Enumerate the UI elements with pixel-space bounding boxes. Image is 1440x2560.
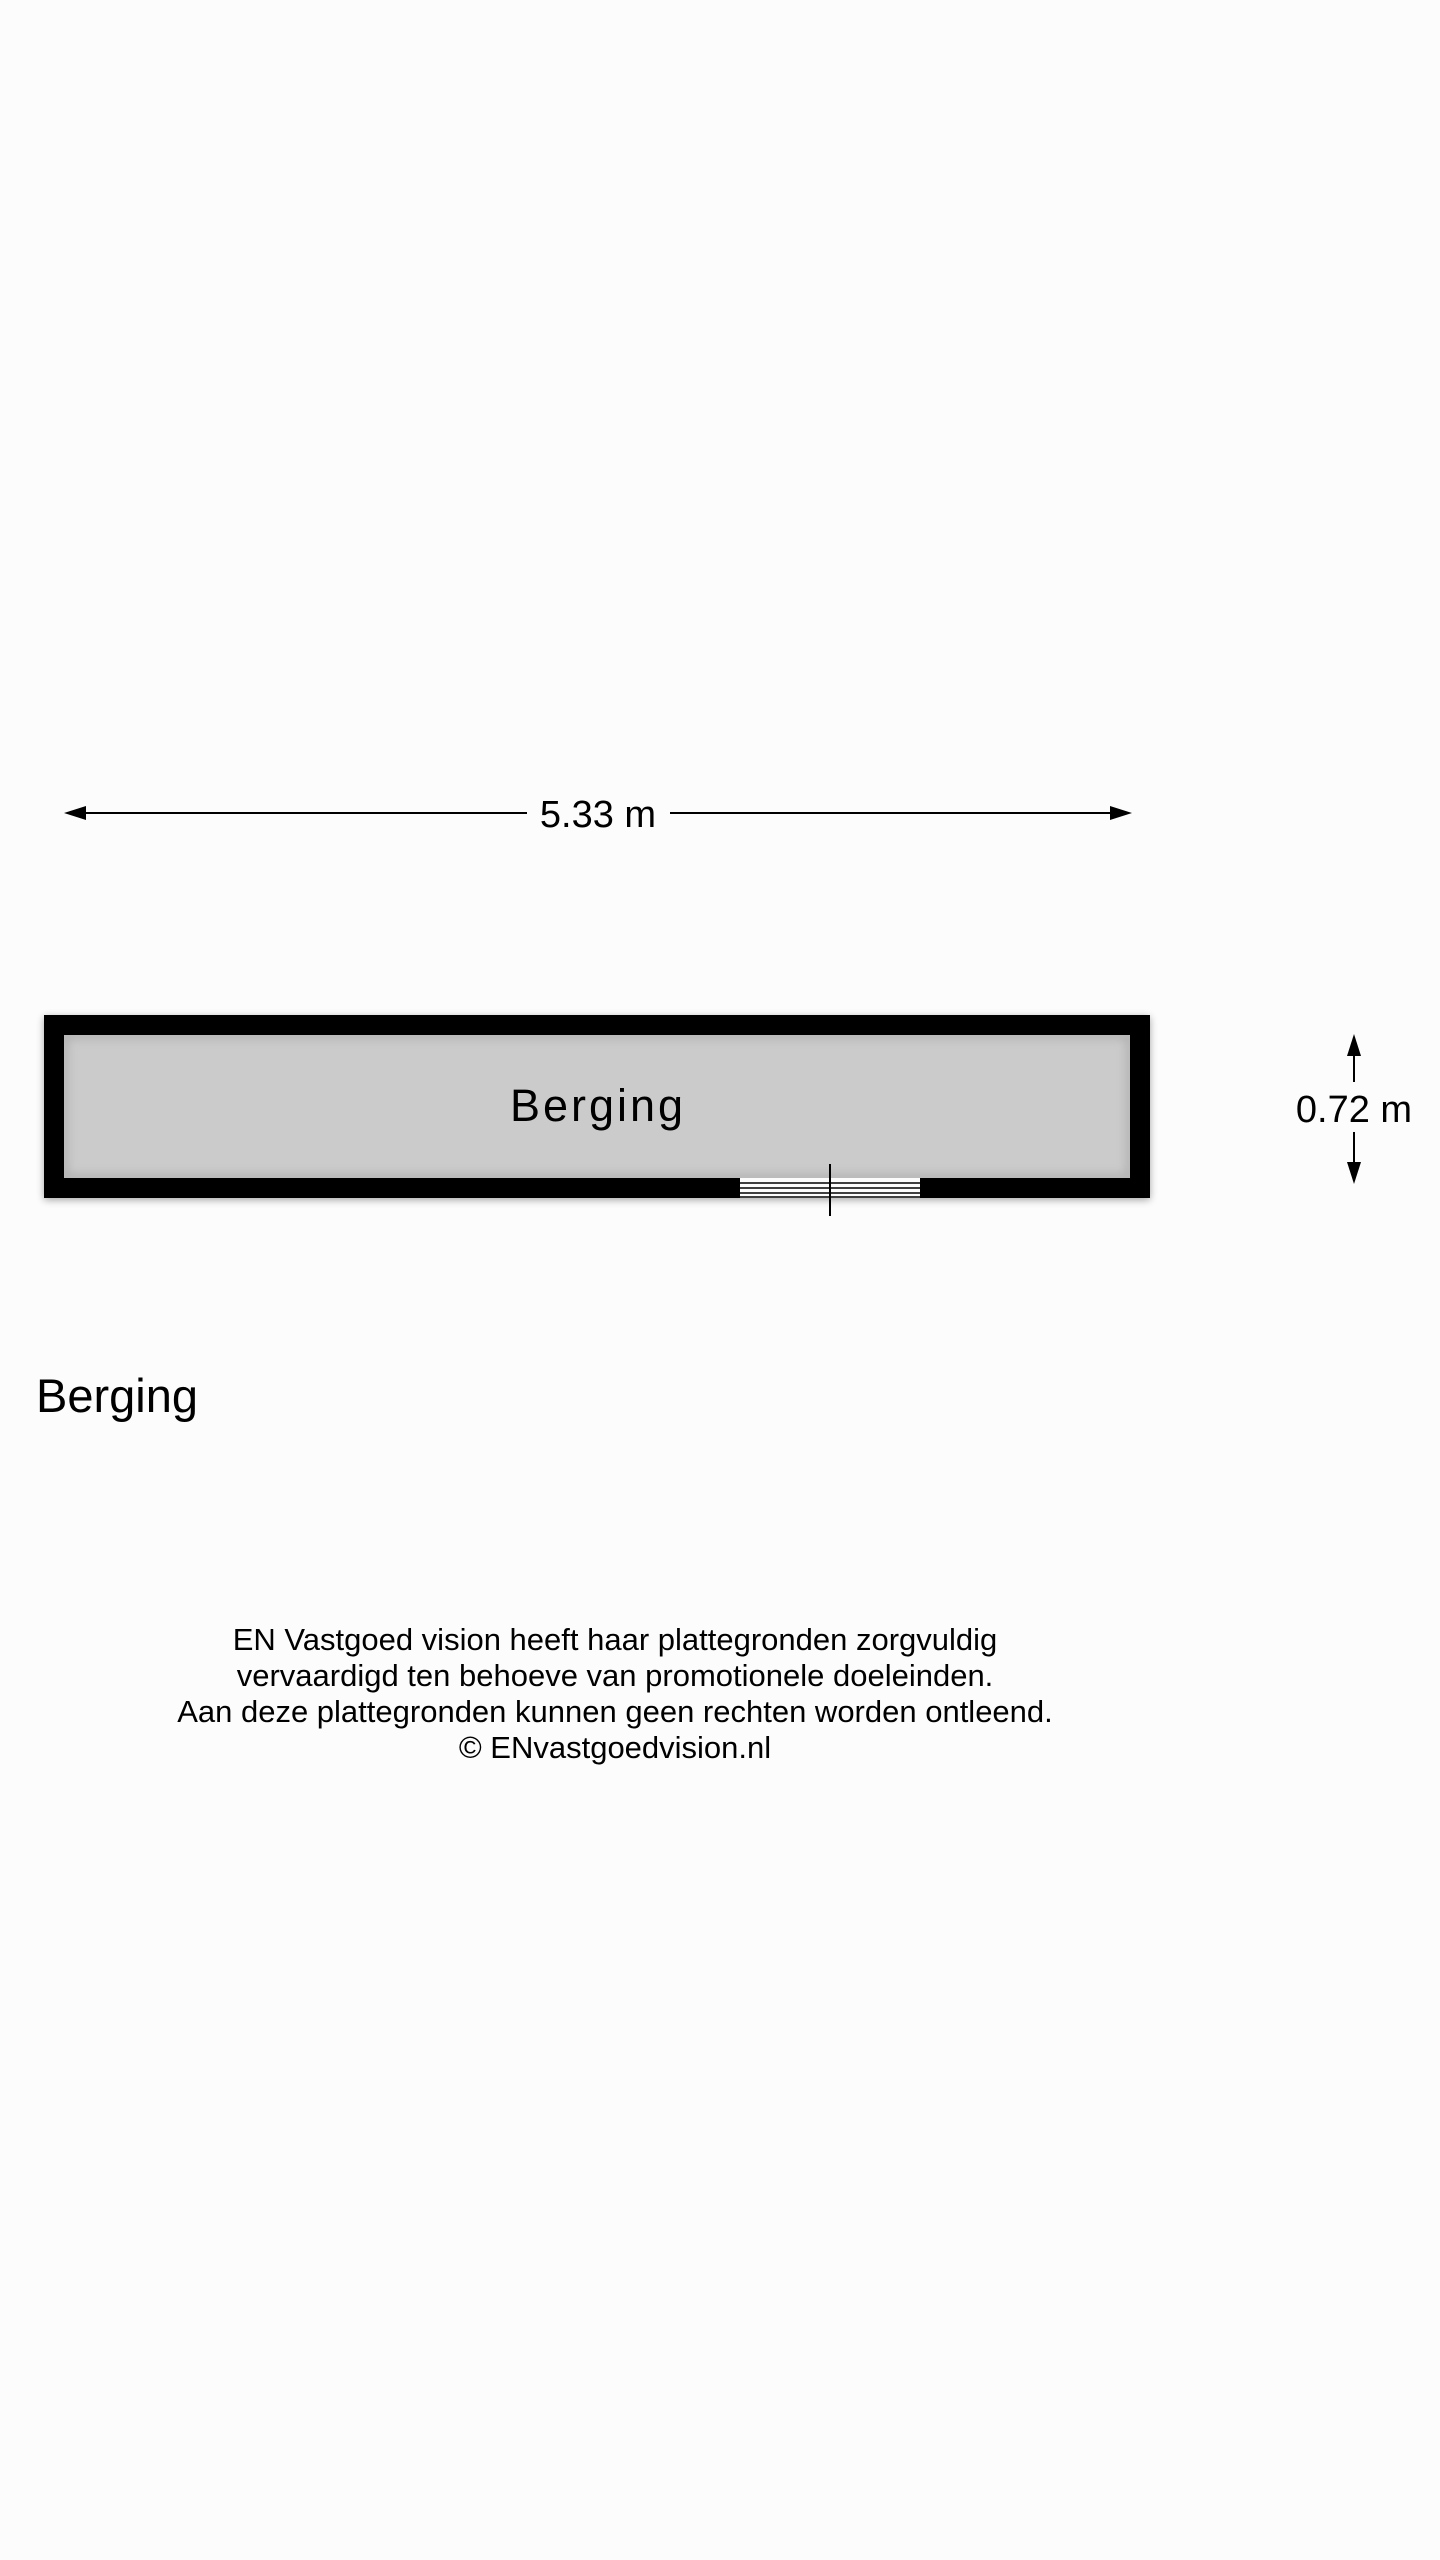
depth-dimension-label: 0.72 m bbox=[1295, 1089, 1413, 1131]
arrow-down-icon bbox=[1347, 1162, 1361, 1184]
width-dimension bbox=[64, 794, 1132, 836]
depth-dimension bbox=[1296, 1034, 1412, 1184]
arrow-right-icon bbox=[1110, 806, 1132, 820]
floor-title: Berging bbox=[36, 1369, 198, 1422]
disclaimer-line: EN Vastgoed vision heeft haar plattegronden zorgvuldig bbox=[232, 1622, 998, 1657]
disclaimer-line: vervaardigd ten behoeve van promotionele doeleinden. bbox=[236, 1658, 994, 1693]
room-label: Berging bbox=[509, 1080, 687, 1131]
width-dimension-label: 5.33 m bbox=[539, 794, 657, 836]
disclaimer-line: Aan deze plattegronden kunnen geen rechten worden ontleend. bbox=[177, 1694, 1053, 1729]
arrow-left-icon bbox=[64, 806, 86, 820]
copyright-line: © ENvastgoedvision.nl bbox=[458, 1730, 772, 1765]
arrow-up-icon bbox=[1347, 1034, 1361, 1056]
disclaimer bbox=[0, 1622, 1230, 1766]
